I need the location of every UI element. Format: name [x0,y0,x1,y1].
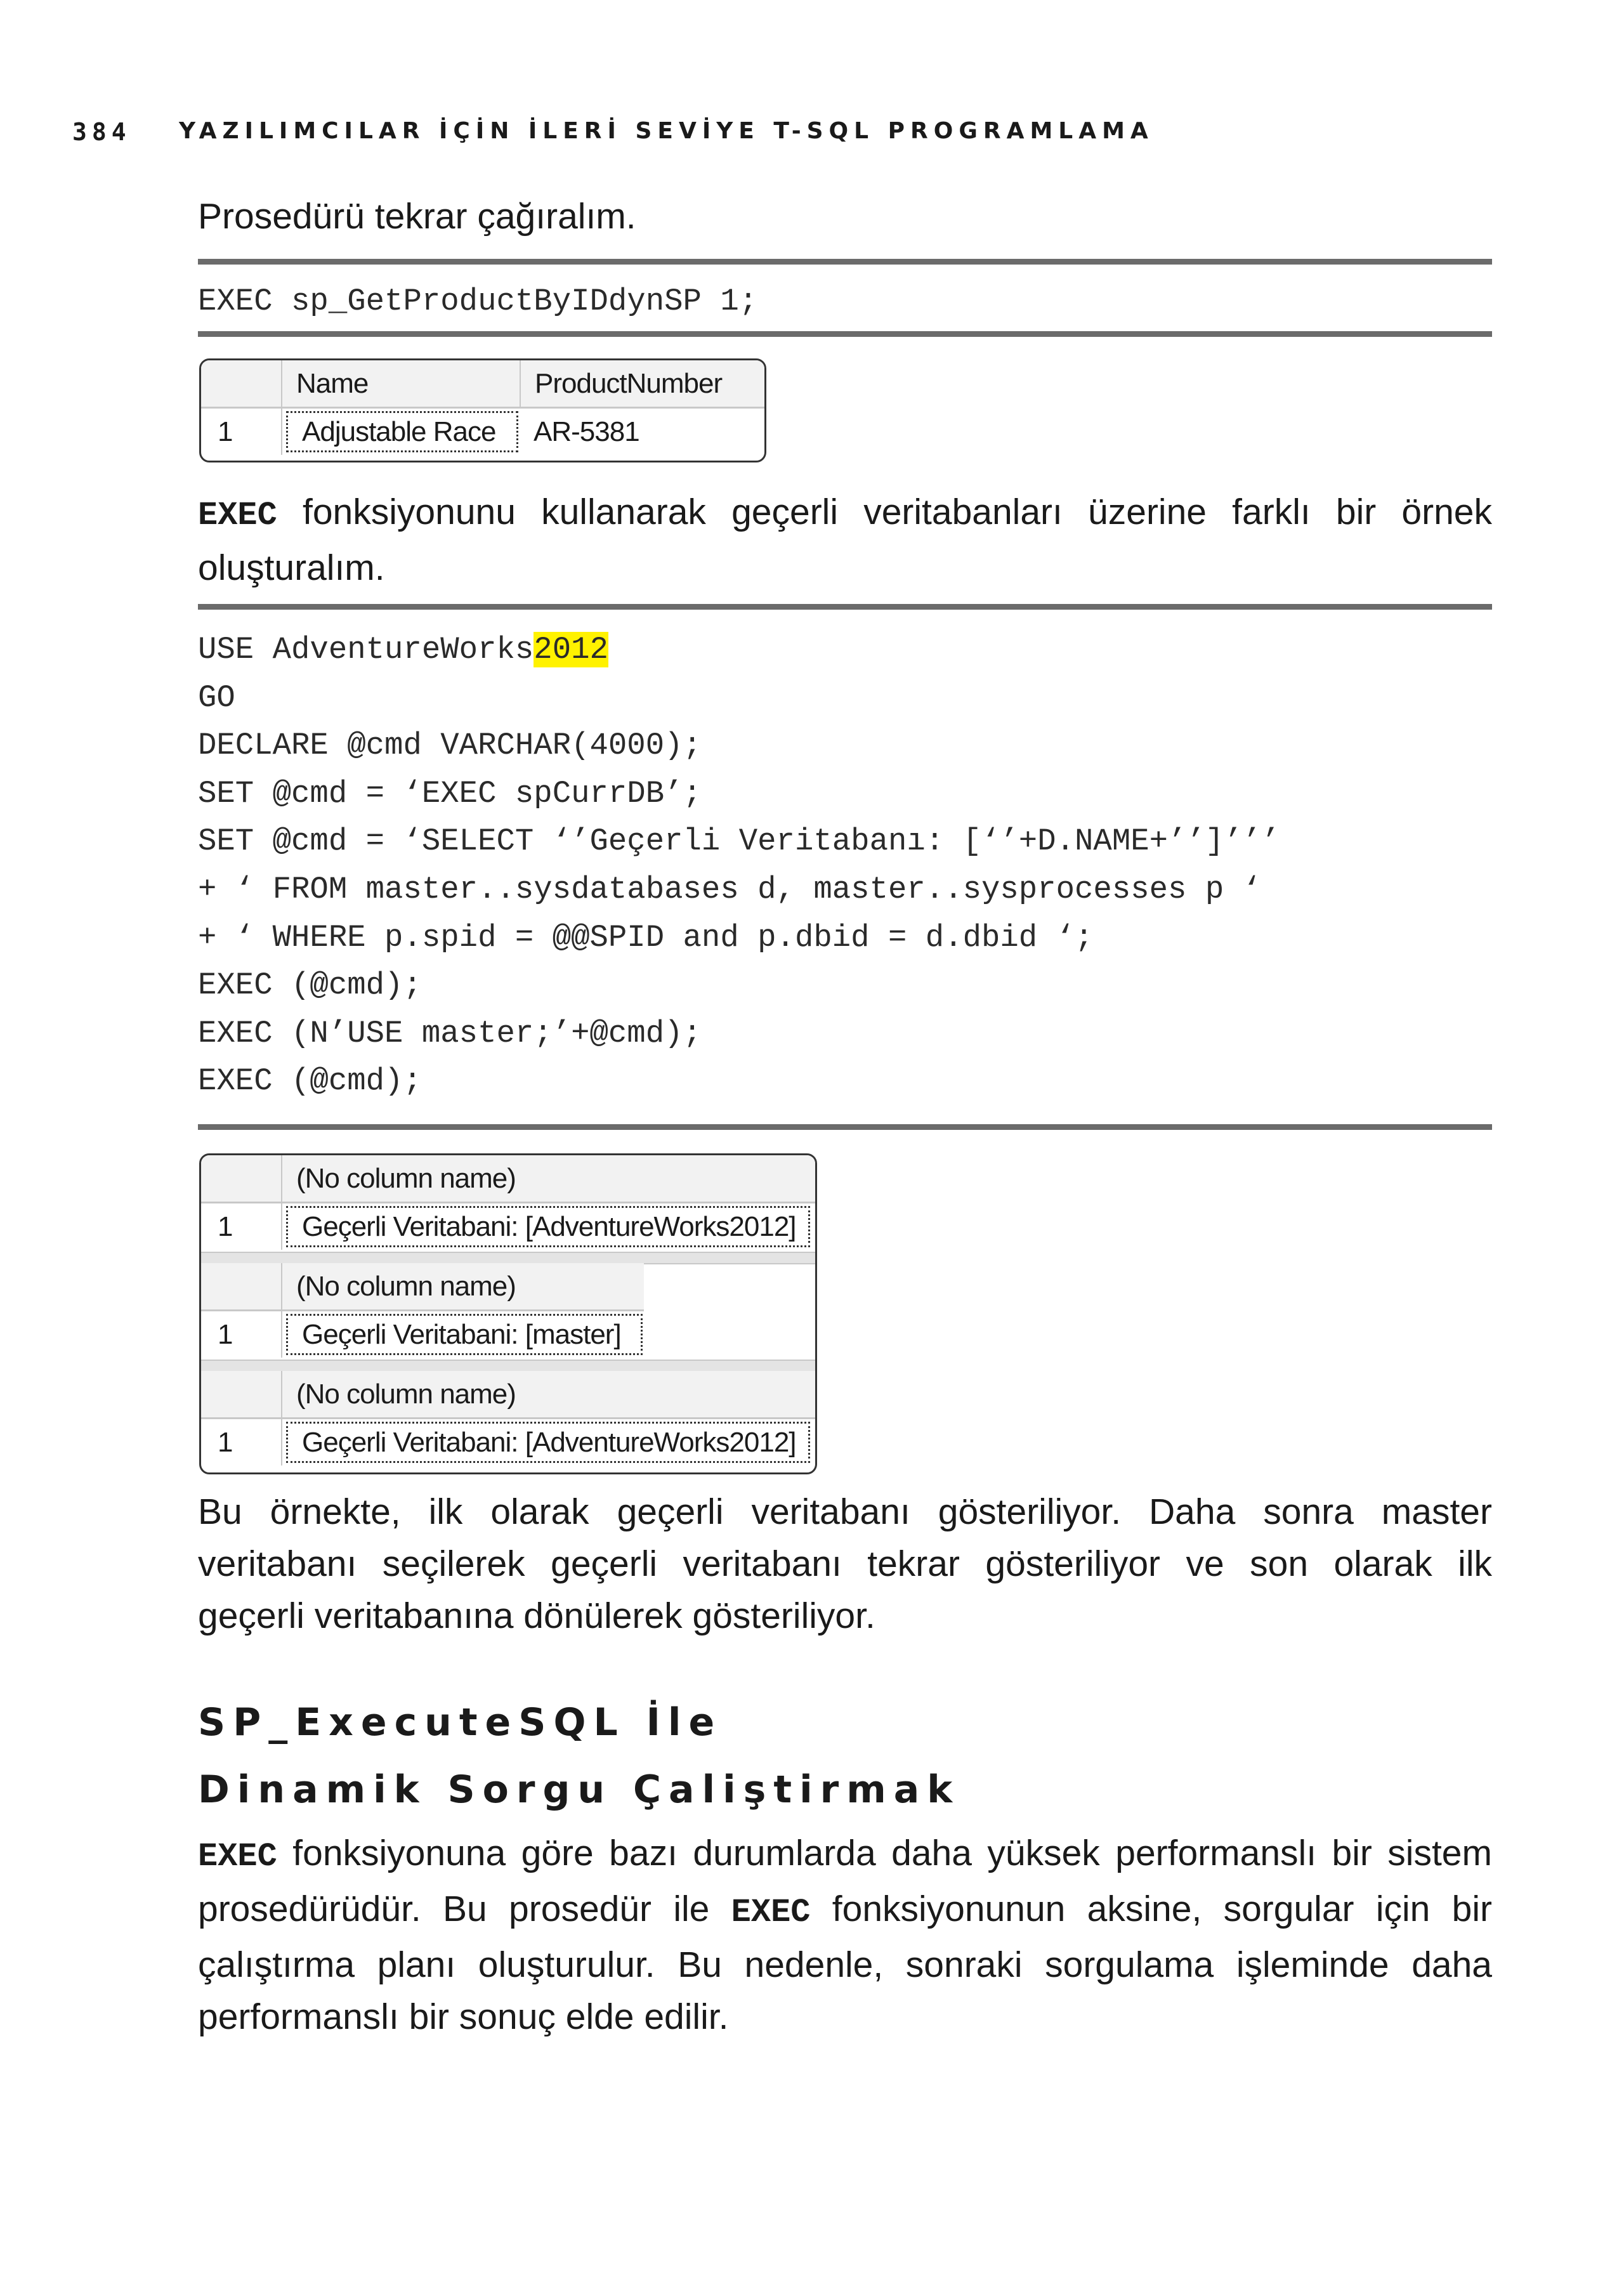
paragraph-text: fonksiyonunun aksine, sorgular için bir [810,1889,1492,1929]
code-rule-bottom [198,331,1492,337]
row-number[interactable]: 1 [201,409,282,455]
row-number-header [201,360,282,407]
paragraph-line: performanslı bir sonuç elde edilir. [198,1996,729,2037]
code-text: USE AdventureWorks [198,632,534,667]
column-header[interactable]: (No column name) [296,1378,516,1410]
paragraph-text: fonksiyonunu kullanarak geçerli veritabanları üzerine farklı bir örnek [277,492,1492,532]
cell-value[interactable]: Geçerli Veritabani: [AdventureWorks2012] [286,1422,810,1463]
exec-keyword: EXEC [198,1838,277,1875]
result-grid-2 [199,1153,817,1474]
row-number[interactable]: 1 [201,1311,282,1358]
paragraph-line [198,1827,1492,1883]
paragraph-line: çalıştırma planı oluşturulur. Bu nedenle, sonraki sorgulama işleminde daha [198,1944,1492,1985]
paragraph-sp-executesql [198,1827,1492,2043]
section-heading-line: SP_ExecuteSQL İle [198,1700,723,1745]
row-number[interactable]: 1 [201,1203,282,1250]
running-title: YAZILIMCILAR İÇİN İLERİ SEVİYE T-SQL PROGRAMLAMA [179,118,1154,144]
code-line: EXEC (N’USE master;’+@cmd); [198,1015,702,1051]
code-rule-top [198,604,1492,610]
grid-header-row [201,1263,644,1311]
code-line: GO [198,679,235,716]
grid-separator [201,1360,815,1372]
code-line: SET @cmd = ‘SELECT ‘’Geçerli Veritabanı: [‘’+D.NAME+’’]’’’ [198,823,1280,860]
grid-header-row [201,1371,815,1419]
paragraph-line [198,1883,1492,1939]
code-line: EXEC (@cmd); [198,967,422,1004]
cell-value[interactable]: Geçerli Veritabani: [AdventureWorks2012] [286,1206,810,1247]
paragraph-line [198,486,1492,542]
row-number-header [201,1263,282,1309]
paragraph-explanation [198,1486,1492,1642]
code-rule-top [198,259,1492,265]
grid-header-row [201,1155,815,1203]
column-header-productnumber[interactable]: ProductNumber [520,360,764,407]
section-heading-line: Dinamik Sorgu Çaliştirmak [198,1767,960,1812]
grid-header-row [201,360,764,409]
column-header[interactable]: (No column name) [296,1162,516,1194]
code-line [198,626,1280,674]
code-line: + ‘ WHERE p.spid = @@SPID and p.dbid = d.dbid ‘; [198,919,1094,955]
row-number-header [201,1155,282,1202]
cell-name[interactable]: Adjustable Race [286,411,518,452]
row-number[interactable]: 1 [201,1419,282,1465]
grid-data-row [201,409,764,455]
grid-data-row [201,1203,815,1250]
column-header-name[interactable]: Name [296,367,369,399]
section-heading [198,1689,960,1823]
code-line: DECLARE @cmd VARCHAR(4000); [198,728,702,764]
paragraph-text: prosedürüdür. Bu prosedür ile [198,1889,731,1929]
paragraph-line: oluşturalım. [198,547,385,588]
code-line: + ‘ FROM master..sysdatabases d, master..sysprocesses p ‘ [198,871,1262,907]
code-line: EXEC (@cmd); [198,1063,422,1099]
paragraph-line: geçerli veritabanına dönülerek gösteriliyor. [198,1596,875,1636]
code-rule-bottom [198,1124,1492,1130]
code-block-1 [198,278,757,326]
intro-text: Prosedürü tekrar çağıralım. [198,196,636,237]
row-number-header [201,1371,282,1417]
code-line: SET @cmd = ‘EXEC spCurrDB’; [198,775,702,811]
cell-value[interactable]: Geçerli Veritabani: [master] [286,1314,643,1355]
cell-productnumber[interactable]: AR-5381 [534,416,639,447]
highlighted-text: 2012 [534,632,608,667]
paragraph-line: Bu örnekte, ilk olarak geçerli veritabanı gösteriliyor. Daha sonra master [198,1492,1492,1532]
paragraph-text: fonksiyonuna göre bazı durumlarda daha yüksek performanslı bir sistem [277,1833,1492,1873]
result-grid-1 [199,358,766,462]
grid-data-row [201,1419,815,1465]
exec-keyword: EXEC [198,497,277,534]
paragraph-exec-intro [198,486,1492,594]
code-line: EXEC sp_GetProductByIDdynSP 1; [198,284,758,319]
code-block-2 [198,626,1280,1106]
grid-separator [201,1252,815,1264]
page-number: 384 [72,118,131,146]
column-header[interactable]: (No column name) [296,1270,516,1302]
paragraph-line: veritabanı seçilerek geçerli veritabanı tekrar gösteriliyor ve son olarak ilk [198,1544,1492,1584]
exec-keyword: EXEC [731,1894,811,1931]
grid-data-row [201,1311,644,1358]
